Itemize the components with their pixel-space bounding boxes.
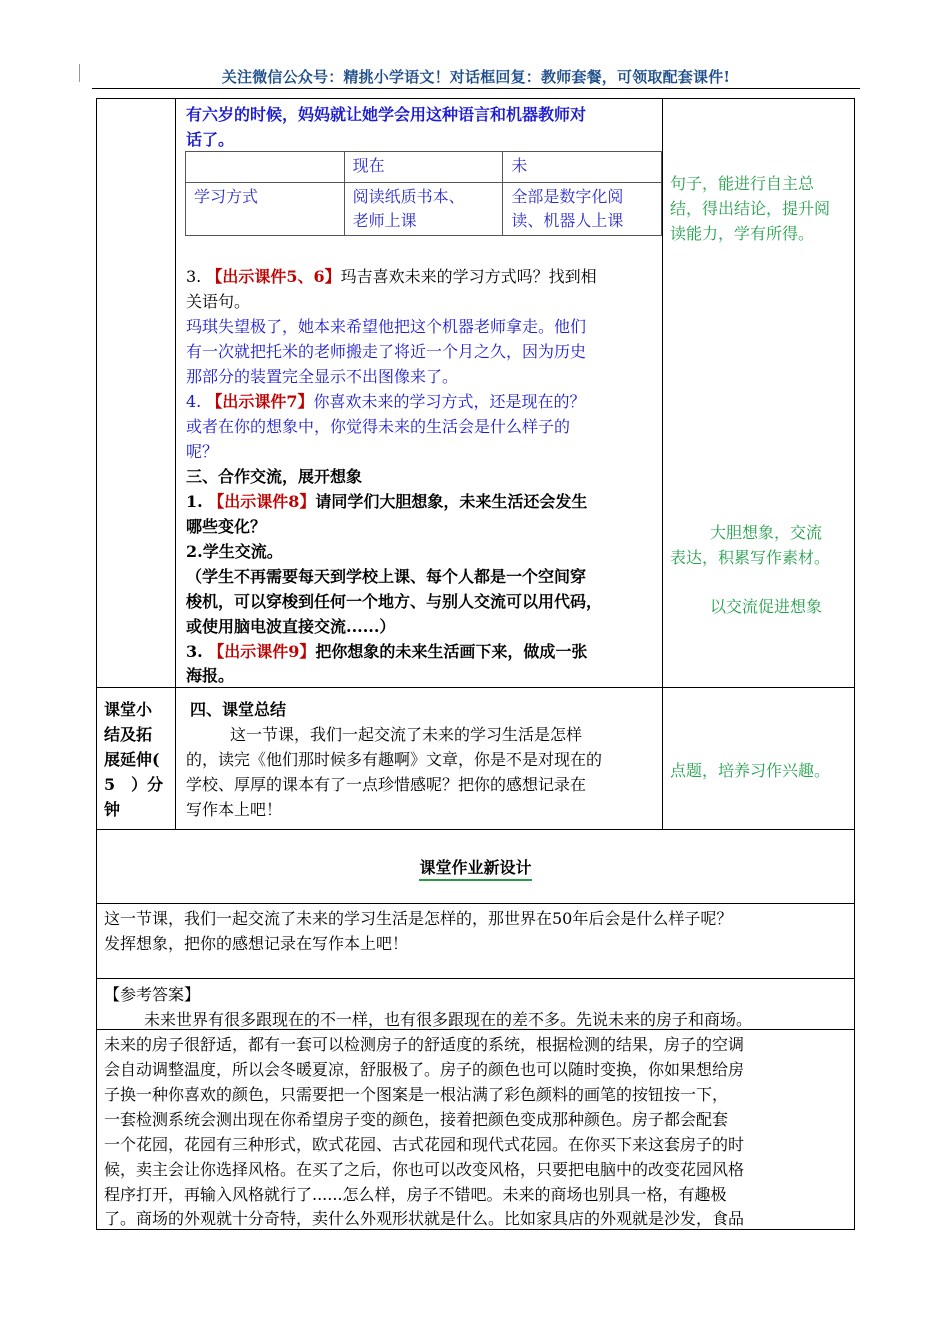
answer-label: 【参考答案】 <box>104 985 201 1004</box>
compare-header-future: 未 <box>503 152 662 183</box>
summary-label-4: 5 ）分 <box>104 775 164 794</box>
col-line-1 <box>175 98 176 830</box>
q3-line-1: 3. 【出示课件5、6】玛吉喜欢未来的学习方式吗？找到相 <box>186 267 597 286</box>
q4-line-2: 或者在你的想象中，你觉得未来的生活会是什么样子的 <box>186 417 571 436</box>
note-1-line-2: 结，得出结论，提升阅 <box>670 199 831 218</box>
q4-line-3: 呢？ <box>186 442 219 461</box>
courseware-tag: 【出示课件7】 <box>206 392 314 411</box>
compare-header-empty <box>186 152 345 183</box>
col-line-2 <box>662 98 663 830</box>
answer-box <box>96 978 855 1230</box>
summary-label-3: 展延伸( <box>104 750 160 769</box>
s3-2-line: 2.学生交流。 <box>186 542 283 561</box>
summary-text-3: 学校、厚厚的课本有了一点珍惜感呢？把你的感想记录在 <box>186 775 587 794</box>
quote-line-2: 有一次就把托米的老师搬走了将近一个月之久，因为历史 <box>186 342 587 361</box>
homework-title: 课堂作业新设计 <box>96 855 855 878</box>
q3-line-2: 关语句。 <box>186 292 251 311</box>
summary-title: 四、课堂总结 <box>190 700 287 719</box>
summary-label-1: 课堂小 <box>104 700 153 719</box>
courseware-tag: 【出示课件9】 <box>208 642 316 661</box>
row-line-2 <box>96 829 855 830</box>
answer-line: 未来世界有很多跟现在的不一样，也有很多跟现在的差不多。先说未来的房子和商场。 <box>144 1010 753 1029</box>
summary-label-2: 结及拓 <box>104 725 153 744</box>
section3-title: 三、合作交流，展开想象 <box>186 467 363 486</box>
compare-header-row <box>186 152 662 183</box>
intro-line-1: 有六岁的时候，妈妈就让她学会用这种语言和机器教师对 <box>186 105 587 124</box>
answer-line: 子换一种你喜欢的颜色，只需要把一个图案是一根沾满了彩色颜料的画笔的按钮按一下， <box>104 1085 729 1104</box>
summary-label-5: 钟 <box>104 800 121 819</box>
answer-line: 未来的房子很舒适，都有一套可以检测房子的舒适度的系统，根据检测的结果，房子的空调 <box>104 1035 745 1054</box>
intro-line-2: 话了。 <box>186 130 235 149</box>
compare-table <box>185 151 662 236</box>
note-2-line-2: 表达，积累写作素材。 <box>670 548 831 567</box>
s3-1-line-2: 哪些变化？ <box>186 517 267 536</box>
homework-task-1: 这一节课，我们一起交流了未来的学习生活是怎样的，那世界在50年后会是什么样子呢？ <box>104 909 733 928</box>
header-tick <box>79 64 80 82</box>
quote-line-1: 玛琪失望极了，她本来希望他把这个机器老师拿走。他们 <box>186 317 587 336</box>
s3-2-detail-3: 或使用脑电波直接交流......） <box>186 617 396 636</box>
note-3-line-1: 以交流促进想象 <box>710 597 823 616</box>
courseware-tag: 【出示课件5、6】 <box>206 267 341 286</box>
compare-now-cell: 阅读纸质书本、 老师上课 <box>344 183 503 236</box>
summary-text-4: 写作本上吧！ <box>186 800 283 819</box>
answer-line: 一个花园，花园有三种形式，欧式花园、古式花园和现代式花园。在你买下来这套房子的时 <box>104 1135 745 1154</box>
answer-line: 一套检测系统会测出现在你希望房子变的颜色，接着把颜色变成那种颜色。房子都会配套 <box>104 1110 729 1129</box>
compare-future-cell: 全部是数字化阅 读、机器人上课 <box>503 183 662 236</box>
compare-row <box>186 183 662 236</box>
s3-2-detail-1: （学生不再需要每天到学校上课、每个人都是一个空间穿 <box>186 567 587 586</box>
summary-text-1: 这一节课，我们一起交流了未来的学习生活是怎样 <box>230 725 583 744</box>
header-banner: 关注微信公众号：精挑小学语文！对话框回复：教师套餐，可领取配套课件! <box>221 68 731 86</box>
answer-line: 会自动调整温度，所以会冬暖夏凉，舒服极了。房子的颜色也可以随时变换，你如果想给房 <box>104 1060 745 1079</box>
answer-line: 候，卖主会让你选择风格。在买了之后，你也可以改变风格，只要把电脑中的改变花园风格 <box>104 1160 745 1179</box>
note-4-line-1: 点题，培养习作兴趣。 <box>670 761 831 780</box>
compare-header-now: 现在 <box>344 152 503 183</box>
compare-row-label: 学习方式 <box>186 183 345 236</box>
s3-2-detail-2: 梭机，可以穿梭到任何一个地方、与别人交流可以用代码， <box>186 592 603 611</box>
s3-3-line-2: 海报。 <box>186 666 235 685</box>
note-2-line-1: 大胆想象，交流 <box>710 523 823 542</box>
homework-task-2: 发挥想象，把你的感想记录在写作本上吧！ <box>104 934 409 953</box>
header-rule <box>92 88 860 89</box>
q4-line-1: 4. 【出示课件7】你喜欢未来的学习方式，还是现在的？ <box>186 392 586 411</box>
note-1-line-3: 读能力，学有所得。 <box>670 224 815 243</box>
s3-3-line-1: 3. 【出示课件9】把你想象的未来生活画下来，做成一张 <box>186 642 588 661</box>
row-line-3 <box>96 903 855 904</box>
courseware-tag: 【出示课件8】 <box>208 492 316 511</box>
answer-line: 程序打开，再输入风格就行了......怎么样，房子不错吧。未来的商场也别具一格，有趣极 <box>104 1185 727 1204</box>
quote-line-3: 那部分的装置完全显示不出图像来了。 <box>186 367 459 386</box>
answer-line: 了。商场的外观就十分奇特，卖什么外观形状就是什么。比如家具店的外观就是沙发，食品 <box>104 1209 745 1228</box>
s3-1-line-1: 1. 【出示课件8】请同学们大胆想象，未来生活还会发生 <box>186 492 588 511</box>
summary-text-2: 的，读完《他们那时候多有趣啊》文章，你是不是对现在的 <box>186 750 603 769</box>
note-1-line-1: 句子，能进行自主总 <box>670 174 815 193</box>
